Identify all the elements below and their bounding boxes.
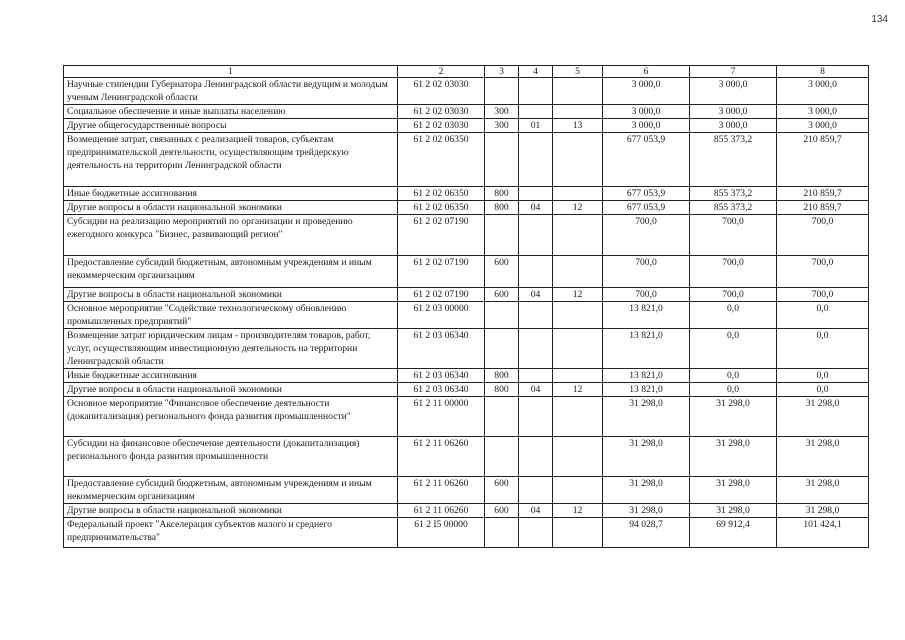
row-subsection-cell [553,78,603,105]
row-code-cell: 61 2 11 00000 [398,397,485,437]
row-value-year1-cell: 13 821,0 [603,329,690,369]
row-code-cell: 61 2 03 06340 [398,383,485,397]
row-code-cell: 61 2 03 06340 [398,369,485,383]
table-row [64,201,869,215]
row-value-year2-cell: 700,0 [690,288,777,302]
row-value-year2-cell: 31 298,0 [690,437,777,477]
row-value-year2-cell: 3 000,0 [690,78,777,105]
row-name-cell: Основное мероприятие "Финансовое обеспечение деятельности (докапитализация) регионального фонда развития промышленности" [64,397,398,437]
table-row [64,105,869,119]
row-code-cell: 61 2 02 07190 [398,215,485,256]
row-subsection-cell [553,437,603,477]
row-code-cell: 61 2 03 06340 [398,329,485,369]
table-row [64,133,869,187]
row-subsection-cell: 12 [553,383,603,397]
table-header-row [64,66,869,78]
page-number: 134 [871,14,888,25]
row-name-cell: Основное мероприятие "Содействие технологическому обновлению промышленных предприятий" [64,302,398,329]
row-name-cell: Другие общегосударственные вопросы [64,119,398,133]
row-value-year3-cell: 210 859,7 [777,133,869,187]
table-row [64,329,869,369]
row-subsection-cell: 13 [553,119,603,133]
row-subsection-cell [553,518,603,548]
table-row [64,119,869,133]
row-expense-type-cell: 300 [485,119,519,133]
row-section-cell [519,187,553,201]
row-section-cell [519,477,553,504]
row-value-year3-cell: 700,0 [777,288,869,302]
row-value-year3-cell: 0,0 [777,369,869,383]
table-row [64,256,869,288]
column-header: 2 [398,66,485,78]
row-subsection-cell [553,329,603,369]
column-header: 7 [690,66,777,78]
row-expense-type-cell: 300 [485,105,519,119]
row-section-cell [519,518,553,548]
row-subsection-cell [553,477,603,504]
row-code-cell: 61 2 02 06350 [398,201,485,215]
row-expense-type-cell: 600 [485,288,519,302]
row-expense-type-cell [485,518,519,548]
row-value-year1-cell: 700,0 [603,256,690,288]
row-subsection-cell [553,302,603,329]
row-expense-type-cell [485,397,519,437]
row-code-cell: 61 2 02 03030 [398,78,485,105]
row-section-cell: 04 [519,504,553,518]
row-expense-type-cell [485,78,519,105]
row-value-year2-cell: 700,0 [690,215,777,256]
row-code-cell: 61 2 11 06260 [398,477,485,504]
row-expense-type-cell: 800 [485,369,519,383]
row-section-cell [519,369,553,383]
row-name-cell: Предоставление субсидий бюджетным, автономным учреждениям и иным некоммерческим организациям [64,256,398,288]
table-row [64,288,869,302]
row-value-year1-cell: 13 821,0 [603,383,690,397]
row-value-year3-cell: 31 298,0 [777,504,869,518]
row-value-year2-cell: 31 298,0 [690,397,777,437]
row-section-cell [519,329,553,369]
row-value-year3-cell: 0,0 [777,329,869,369]
row-value-year1-cell: 31 298,0 [603,504,690,518]
row-name-cell: Возмещение затрат, связанных с реализацией товаров, субъектам предпринимательской деятельности, осуществляющим трейдерскую деятельность на территории Ленинградской области [64,133,398,187]
row-value-year1-cell: 700,0 [603,288,690,302]
table-row [64,78,869,105]
row-section-cell [519,256,553,288]
row-value-year2-cell: 0,0 [690,329,777,369]
row-value-year3-cell: 3 000,0 [777,119,869,133]
row-code-cell: 61 2 11 06260 [398,504,485,518]
row-subsection-cell: 12 [553,504,603,518]
column-header: 4 [519,66,553,78]
row-value-year1-cell: 677 053,9 [603,187,690,201]
row-value-year3-cell: 0,0 [777,302,869,329]
row-section-cell: 04 [519,288,553,302]
row-name-cell: Другие вопросы в области национальной экономики [64,383,398,397]
row-section-cell [519,105,553,119]
row-section-cell: 04 [519,383,553,397]
row-section-cell [519,215,553,256]
row-name-cell: Другие вопросы в области национальной экономики [64,504,398,518]
row-name-cell: Возмещение затрат юридическим лицам - производителям товаров, работ, услуг, осуществляющим инвестиционную деятельность на территории Ленинградской области [64,329,398,369]
table-row [64,477,869,504]
row-expense-type-cell: 800 [485,187,519,201]
row-value-year2-cell: 3 000,0 [690,105,777,119]
row-value-year2-cell: 31 298,0 [690,504,777,518]
row-value-year3-cell: 210 859,7 [777,187,869,201]
column-header: 8 [777,66,869,78]
row-value-year1-cell: 31 298,0 [603,477,690,504]
row-value-year3-cell: 31 298,0 [777,397,869,437]
row-name-cell: Научные стипендии Губернатора Ленинградской области ведущим и молодым ученым Ленинградской области [64,78,398,105]
row-value-year1-cell: 3 000,0 [603,105,690,119]
row-value-year1-cell: 31 298,0 [603,437,690,477]
table-row [64,215,869,256]
row-value-year1-cell: 677 053,9 [603,133,690,187]
row-value-year3-cell: 700,0 [777,215,869,256]
row-value-year2-cell: 855 373,2 [690,133,777,187]
column-header: 6 [603,66,690,78]
table-row [64,504,869,518]
row-value-year2-cell: 3 000,0 [690,119,777,133]
row-value-year3-cell: 31 298,0 [777,477,869,504]
row-code-cell: 61 2 02 03030 [398,105,485,119]
row-code-cell: 61 2 03 00000 [398,302,485,329]
table-row [64,187,869,201]
table-row [64,437,869,477]
table-row [64,302,869,329]
row-value-year2-cell: 0,0 [690,369,777,383]
row-section-cell [519,78,553,105]
row-expense-type-cell: 600 [485,256,519,288]
row-value-year3-cell: 3 000,0 [777,105,869,119]
row-value-year3-cell: 210 859,7 [777,201,869,215]
table-row [64,518,869,548]
column-header: 3 [485,66,519,78]
row-subsection-cell: 12 [553,288,603,302]
column-header: 5 [553,66,603,78]
row-name-cell: Иные бюджетные ассигнования [64,187,398,201]
row-expense-type-cell [485,329,519,369]
row-value-year1-cell: 3 000,0 [603,119,690,133]
row-name-cell: Федеральный проект "Акселерация субъектов малого и среднего предпринимательства" [64,518,398,548]
row-code-cell: 61 2 02 07190 [398,288,485,302]
row-name-cell: Другие вопросы в области национальной экономики [64,288,398,302]
row-subsection-cell [553,105,603,119]
row-code-cell: 61 2 02 06350 [398,133,485,187]
row-value-year2-cell: 31 298,0 [690,477,777,504]
row-expense-type-cell: 800 [485,201,519,215]
row-value-year1-cell: 13 821,0 [603,369,690,383]
row-section-cell [519,133,553,187]
row-expense-type-cell: 600 [485,504,519,518]
column-header: 1 [64,66,398,78]
row-subsection-cell [553,187,603,201]
row-value-year2-cell: 855 373,2 [690,201,777,215]
row-value-year2-cell: 855 373,2 [690,187,777,201]
row-value-year1-cell: 677 053,9 [603,201,690,215]
row-section-cell [519,397,553,437]
row-code-cell: 61 2 11 06260 [398,437,485,477]
row-value-year3-cell: 3 000,0 [777,78,869,105]
row-name-cell: Субсидии на реализацию мероприятий по организации и проведению ежегодного конкурса "Бизнес, развивающий регион" [64,215,398,256]
row-subsection-cell [553,215,603,256]
row-value-year1-cell: 13 821,0 [603,302,690,329]
row-section-cell: 01 [519,119,553,133]
row-value-year3-cell: 0,0 [777,383,869,397]
row-value-year1-cell: 31 298,0 [603,397,690,437]
row-value-year2-cell: 0,0 [690,383,777,397]
row-code-cell: 61 2 02 07190 [398,256,485,288]
table-row [64,397,869,437]
row-expense-type-cell [485,302,519,329]
row-value-year2-cell: 700,0 [690,256,777,288]
row-subsection-cell [553,133,603,187]
row-expense-type-cell [485,215,519,256]
row-subsection-cell [553,397,603,437]
row-subsection-cell [553,256,603,288]
table-row [64,369,869,383]
row-code-cell: 61 2 02 06350 [398,187,485,201]
row-section-cell [519,437,553,477]
row-expense-type-cell: 800 [485,383,519,397]
row-value-year2-cell: 69 912,4 [690,518,777,548]
row-value-year3-cell: 101 424,1 [777,518,869,548]
row-value-year1-cell: 3 000,0 [603,78,690,105]
row-section-cell: 04 [519,201,553,215]
table-row [64,383,869,397]
row-code-cell: 61 2 02 03030 [398,119,485,133]
row-expense-type-cell: 600 [485,477,519,504]
row-name-cell: Субсидии на финансовое обеспечение деятельности (докапитализация) регионального фонда развития промышленности [64,437,398,477]
row-code-cell: 61 2 I5 00000 [398,518,485,548]
row-subsection-cell: 12 [553,201,603,215]
row-subsection-cell [553,369,603,383]
row-value-year1-cell: 700,0 [603,215,690,256]
row-name-cell: Предоставление субсидий бюджетным, автономным учреждениям и иным некоммерческим организациям [64,477,398,504]
row-name-cell: Социальное обеспечение и иные выплаты населению [64,105,398,119]
budget-table [63,65,869,548]
row-expense-type-cell [485,437,519,477]
row-value-year3-cell: 31 298,0 [777,437,869,477]
row-section-cell [519,302,553,329]
row-value-year1-cell: 94 028,7 [603,518,690,548]
row-name-cell: Иные бюджетные ассигнования [64,369,398,383]
row-value-year3-cell: 700,0 [777,256,869,288]
row-value-year2-cell: 0,0 [690,302,777,329]
row-name-cell: Другие вопросы в области национальной экономики [64,201,398,215]
row-expense-type-cell [485,133,519,187]
